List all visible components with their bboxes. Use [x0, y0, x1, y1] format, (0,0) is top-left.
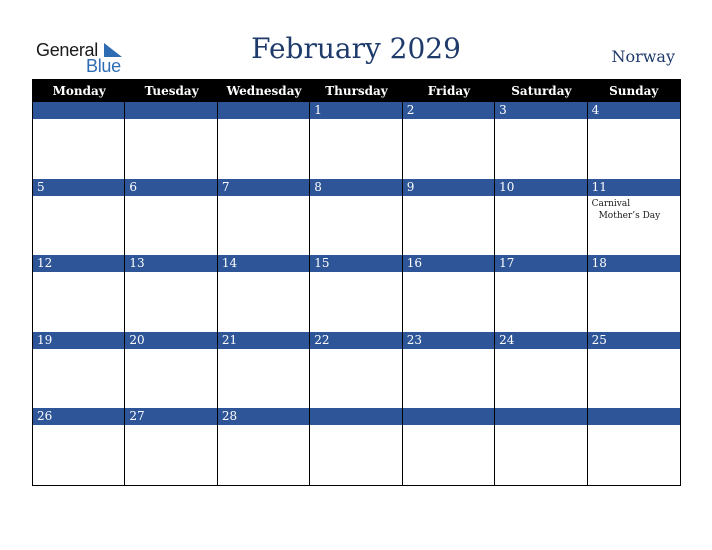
day-cell — [218, 179, 310, 256]
day-number: 7 — [218, 179, 309, 196]
day-number: 23 — [403, 332, 494, 349]
week-row — [33, 102, 680, 179]
day-number: 28 — [218, 408, 309, 425]
day-number: 4 — [588, 102, 680, 119]
day-cell — [403, 255, 495, 332]
day-cell — [310, 255, 402, 332]
day-cell — [33, 255, 125, 332]
day-number: 3 — [495, 102, 586, 119]
weekday-header-row — [33, 80, 680, 102]
day-cell — [218, 255, 310, 332]
day-number: 19 — [33, 332, 124, 349]
day-number: 10 — [495, 179, 586, 196]
day-number — [403, 408, 494, 425]
day-cell — [588, 332, 680, 409]
weekday-header: Sunday — [609, 84, 659, 98]
day-number: 6 — [125, 179, 216, 196]
weekday-header: Tuesday — [144, 84, 199, 98]
day-number: 24 — [495, 332, 586, 349]
day-number: 8 — [310, 179, 401, 196]
day-cell — [125, 408, 217, 485]
day-cell — [33, 408, 125, 485]
day-cell — [218, 408, 310, 485]
day-number: 21 — [218, 332, 309, 349]
day-number — [33, 102, 124, 119]
day-cell — [218, 332, 310, 409]
country-label: Norway — [611, 47, 675, 66]
day-number: 9 — [403, 179, 494, 196]
day-cell — [588, 179, 680, 256]
day-cell — [403, 102, 495, 179]
weekday-header: Friday — [427, 84, 471, 98]
logo-word-blue: Blue — [86, 56, 121, 76]
day-cell — [125, 102, 217, 179]
weekday-header: Wednesday — [226, 84, 302, 98]
day-cell — [495, 255, 587, 332]
page-title: February 2029 — [251, 32, 461, 65]
day-number: 26 — [33, 408, 124, 425]
day-cell — [218, 102, 310, 179]
day-number — [218, 102, 309, 119]
day-cell — [588, 255, 680, 332]
day-number: 16 — [403, 255, 494, 272]
week-row — [33, 255, 680, 332]
logo-word-general: General — [36, 40, 98, 60]
week-row — [33, 408, 680, 485]
day-number: 27 — [125, 408, 216, 425]
day-cell — [403, 332, 495, 409]
week-row — [33, 179, 680, 256]
day-cell — [125, 332, 217, 409]
day-cell — [125, 179, 217, 256]
day-number: 25 — [588, 332, 680, 349]
day-cell — [495, 102, 587, 179]
day-number: 20 — [125, 332, 216, 349]
day-cell — [125, 255, 217, 332]
day-cell — [33, 332, 125, 409]
day-number: 11 — [588, 179, 680, 196]
day-number: 13 — [125, 255, 216, 272]
day-number — [125, 102, 216, 119]
day-cell — [403, 408, 495, 485]
day-number — [310, 408, 401, 425]
day-number — [495, 408, 586, 425]
day-cell — [310, 179, 402, 256]
day-cell — [33, 102, 125, 179]
day-number — [588, 408, 680, 425]
holiday-mothers-day: Mother’s Day — [598, 210, 661, 221]
day-cell — [495, 332, 587, 409]
day-cell — [588, 408, 680, 485]
day-cell — [310, 408, 402, 485]
day-cell — [310, 332, 402, 409]
day-number: 14 — [218, 255, 309, 272]
day-number: 2 — [403, 102, 494, 119]
day-cell — [403, 179, 495, 256]
day-number: 17 — [495, 255, 586, 272]
holiday-list — [588, 196, 680, 224]
day-number: 1 — [310, 102, 401, 119]
day-number: 18 — [588, 255, 680, 272]
weekday-header: Saturday — [511, 84, 572, 98]
week-row — [33, 332, 680, 409]
day-number: 15 — [310, 255, 401, 272]
day-number: 22 — [310, 332, 401, 349]
day-number: 12 — [33, 255, 124, 272]
weekday-header: Monday — [52, 84, 106, 98]
calendar-grid — [32, 79, 681, 486]
day-number: 5 — [33, 179, 124, 196]
day-cell — [495, 408, 587, 485]
day-cell — [588, 102, 680, 179]
day-cell — [495, 179, 587, 256]
holiday-carnival: Carnival — [591, 198, 631, 209]
day-cell — [33, 179, 125, 256]
weekday-header: Thursday — [325, 84, 388, 98]
day-cell — [310, 102, 402, 179]
